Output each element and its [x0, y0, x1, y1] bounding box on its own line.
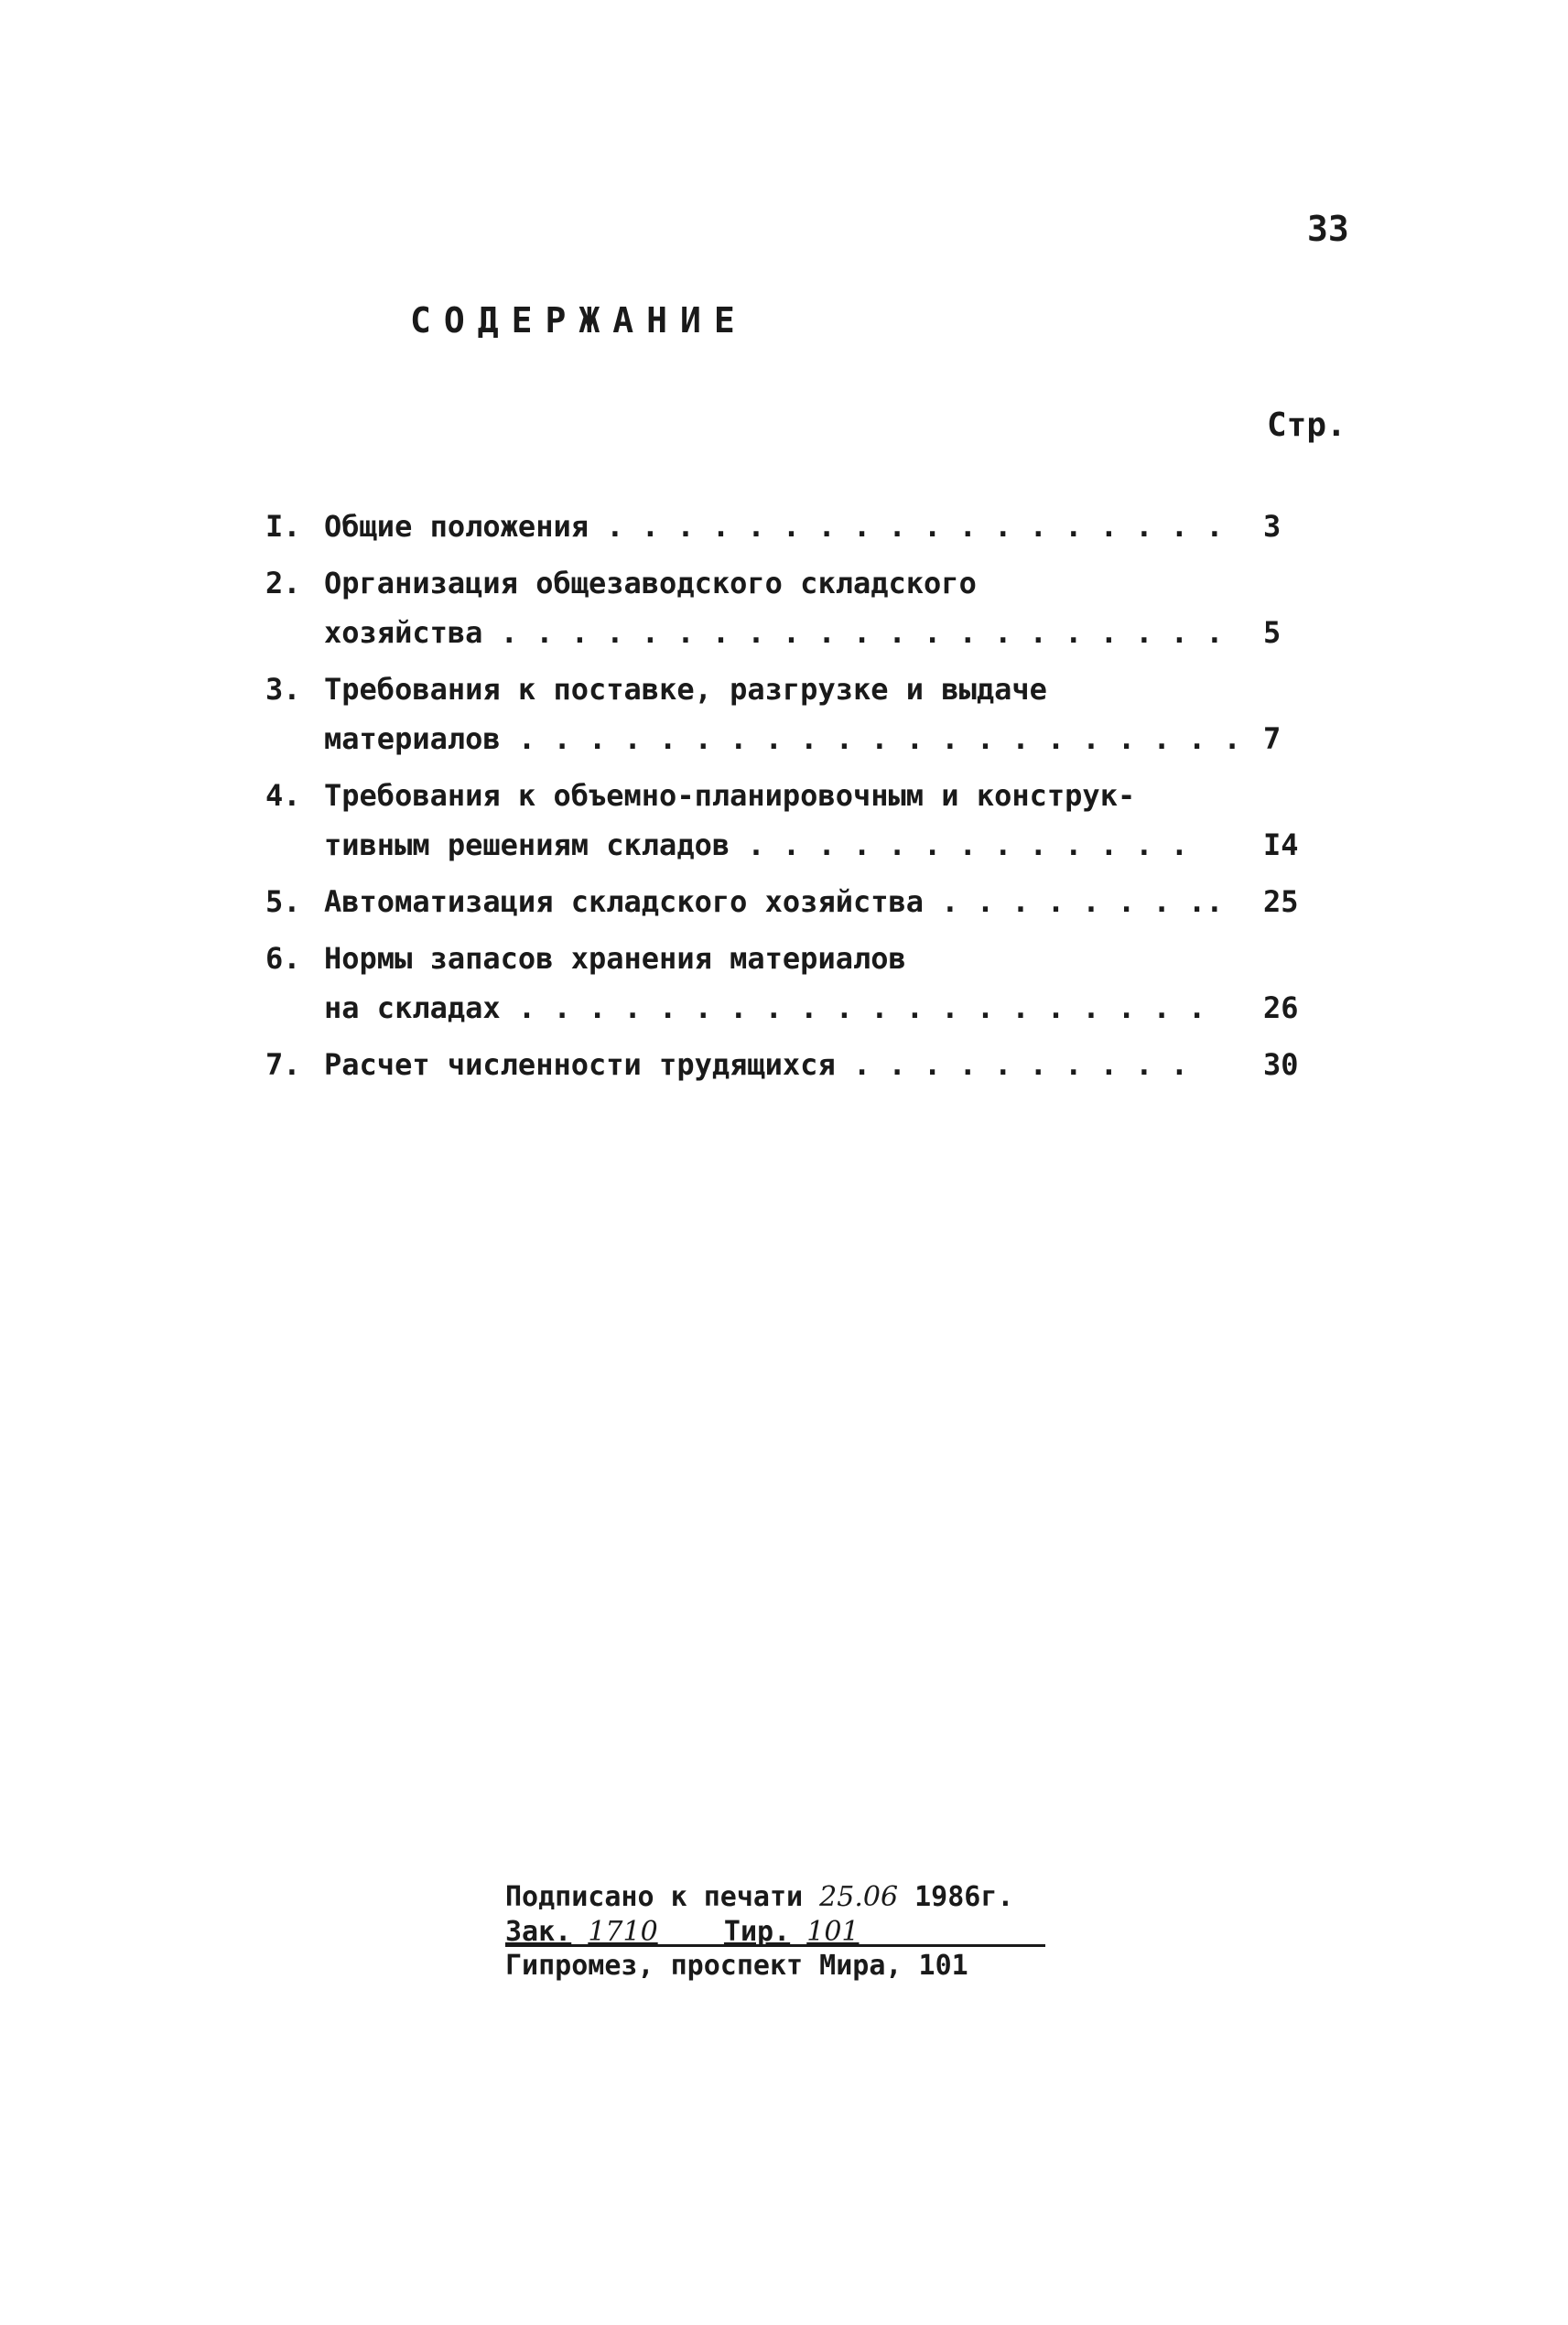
toc-item-page: I4 — [1263, 827, 1299, 862]
toc-item-line: Нормы запасов хранения материалов — [324, 941, 906, 976]
imprint-order-label: Зак. — [505, 1916, 572, 1948]
toc-item-line: материалов . . . . . . . . . . . . . . . . . . . . . — [324, 721, 1241, 756]
toc-item — [265, 877, 1346, 926]
toc-item-line: Организация общезаводского складского — [324, 566, 977, 600]
imprint-order-number: 1710 — [588, 1916, 658, 1948]
toc-item-text — [324, 558, 1258, 657]
toc-item-number: 3. — [265, 672, 301, 707]
imprint-print-run: 101 — [806, 1916, 860, 1948]
toc-item-text — [324, 934, 1258, 1033]
toc-item-page: 26 — [1263, 990, 1299, 1025]
imprint-signed-date: 25.06 — [819, 1881, 899, 1913]
toc-item-number: 6. — [265, 941, 301, 976]
toc-item-page: 5 — [1263, 615, 1281, 650]
toc-item-number: 5. — [265, 884, 301, 919]
toc-item — [265, 771, 1346, 870]
page-column-label: Стр. — [1267, 406, 1346, 444]
toc-item-line: тивным решениям складов . . . . . . . . . . . . . — [324, 827, 1189, 862]
toc-item-line: Общие положения . . . . . . . . . . . . . . . . . . — [324, 509, 1224, 544]
toc-item-line: Расчет численности трудящихся . . . . . . . . . . — [324, 1047, 1189, 1082]
page-number: 33 — [1307, 209, 1349, 249]
toc-item-line: Автоматизация складского хозяйства . . . . . . . .. — [324, 884, 1224, 919]
toc-item-number: I. — [265, 509, 301, 544]
imprint-signed-label: Подписано к печати — [505, 1881, 804, 1913]
toc-item-page: 7 — [1263, 721, 1281, 756]
toc-item-line: Требования к объемно-планировочным и конструк- — [324, 778, 1136, 813]
toc-item-page: 30 — [1263, 1047, 1299, 1082]
toc-item — [265, 934, 1346, 1033]
page-title: СОДЕРЖАНИЕ — [410, 300, 748, 341]
toc-item — [265, 502, 1346, 551]
toc-item-page: 3 — [1263, 509, 1281, 544]
toc-item-number: 7. — [265, 1047, 301, 1082]
imprint — [505, 1880, 1045, 1984]
table-of-contents — [265, 502, 1346, 1097]
imprint-print-run-label: Тир. — [723, 1916, 791, 1948]
toc-item-text — [324, 665, 1258, 763]
toc-item-number: 4. — [265, 778, 301, 813]
imprint-publisher: Гипромез, проспект Мира, 101 — [505, 1950, 968, 1982]
toc-item-text — [324, 1040, 1258, 1089]
imprint-signed-line — [505, 1880, 1045, 1915]
toc-item-line: на складах . . . . . . . . . . . . . . . . . . . . — [324, 990, 1206, 1025]
toc-item — [265, 558, 1346, 657]
toc-item — [265, 665, 1346, 763]
toc-item-number: 2. — [265, 566, 301, 600]
toc-item-line: Требования к поставке, разгрузке и выдаче — [324, 672, 1047, 707]
toc-item-line: хозяйства . . . . . . . . . . . . . . . . . . . . . — [324, 615, 1224, 650]
toc-item-text — [324, 771, 1258, 870]
toc-item-text — [324, 502, 1258, 551]
toc-item — [265, 1040, 1346, 1089]
imprint-year: 1986г. — [914, 1881, 1014, 1913]
toc-item-text — [324, 877, 1258, 926]
toc-item-page: 25 — [1263, 884, 1299, 919]
